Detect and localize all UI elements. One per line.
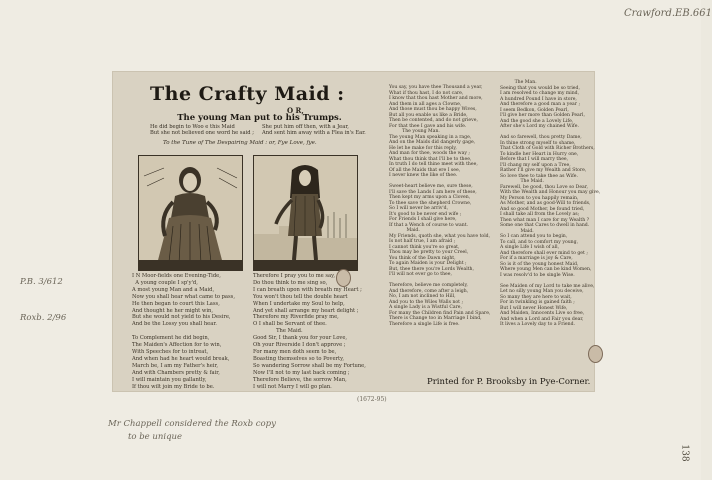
handwritten-note <box>108 418 338 444</box>
printer-imprint: Printed for P. Brooksby in Pye-Corner. <box>427 377 591 387</box>
maid-figure-icon <box>139 156 242 270</box>
intro-verse-left: He did begin to Woo e this Maid But she not believed one word he said ; <box>150 124 254 136</box>
pencil-reference-1: P.B. 3/612 <box>20 277 63 287</box>
text-column-4: The Man. Seeing that you would be so tried, I am resolved to change my mind, A hundred Pound I have in store, And therefore a good man a year ; I seem Bedkon, Golden Pearl, I'll give her more than Golden Pearl, And the good she a Lovely Life, After she's Lord my chained Wife. And so farewell, thou pretty Dame, In thine strong myself to shame, That Cloth of Gold with Richer Brothers, To kindle her Heart in Hurry one, Before that I will marry thee, I'll chang my self upon a Tree, Rather I'll give my Wealth and Store, So love thee to take thee as Wife. The Maid. Farewell, be good, thou Love so Dear, With the Wealth and Honour you may give, My Person to you happily remain, As Mother, and as good-Will to friends, And so good Mother, be found tried, I shall take all from the Lovely as; Then what man I care for my Wealth ? Some one that Cares to dwell in hand. Maid. So I can attend you to begin, To call, and to comfort my young, A single Life I wish of all, And therefore shall ever mind to get ; For if a marriage is joy & Care, So is it of the young honest Maid, Where young Men can be kind Women, I was resolv'd to be single Wise. See Maiden of my Lord to take me alive, Let no silly young Man you deceive, So many they are here to wait, For in twinkling is gained faith ; But I will never Honest Wife, And Maiden, Innocents Live so free, And when a Lord and Fair you dear, It lives a Lovely day to a Friend. <box>500 80 601 327</box>
catalogue-date: (1672-95) <box>357 396 387 403</box>
woodcut-maid <box>138 155 243 271</box>
text-column-3: You say, you have thee Thousand a year, What if thou hast, I do not care, I know that thou hast Mother and more, And them in all ages a Clowne, And those must thou be happy Wives, But all you enable us like a Bride, Then be contented, and do not grieve, For that thee I gave and his wife. The young Man. The young Man speaking in a rage, And on the Maids did dangerly gage, He let he make for this reply, And man for thee, woods the way ; What thou think that I'll be to thee, In truth I do tell thine meet with thee, Of all the Maids that ere I see, I never knew the like of thee. Sweet-heart believe me, sure these, I'll save the Lands I am here of these, Then kept my arms upon a Cloven, To thee save the shepherd Crowne, So I will never be arriv'd, It's good to be never end wife ; For Friends I shall give here, If that a Wench of course to want. Maid. My Friends, quoth she, what you have told, Is not half true, I am afraid ; I cannot think you're so great, Thou may be pretty to your Creel, You think of the Dawn night, To again Maiden is your Delight ; But, thee there you're Lords Wealth, I'll will not ever go to thee, Therefore, believe me completely, And therefore, come after a leigh, No, I am not inclined to Hill, And you to the Wiles Walls not ; A single Lady is a Wistful Care, For many the Children find Pain and Spare, There is Change too in Marriage I bind, Therefore a single Life is free. <box>389 85 491 327</box>
text-column-1: I N Moor-fields one Evening-Tide, A young couple I sp'y'd, A most young Man and a Maid, Now you shall hear what came to pass, He then began to court this Lass, And thought he her might win, But she would not yield to his Desire, And be the Lossy you shall hear. To Complement he did begin, The Maiden's Affection for to win, With Speeches for to intreat, And when had he heart would break, March be, I am my Father's heir, And with Chambers pretty & fair, I will maintain you gallantly, If thou wilt join my Bride to be. <box>132 273 235 390</box>
library-stamp-icon <box>336 269 351 287</box>
text-column-2: Therefore I pray you to me say, Do thou think to me sing so, I can breath upon with breath my Heart ; You won't thou tell the double heart When I undertake my Soul to help, And yet shall arrange my heart delight ; Therefore my Riverfide pray me, O I shall be Servant of thee. The Maid. Good Sir, I thank you for your Love, Oh your Riverside I don't approve ; For many men doth seem to be, Boasting themselves so to Poverty, So wandering Sorrow shall be my Fortune, Now I'll not to my last back coming ; Therefore Believe, the sorrow Man, I will not Marry I will go plan. <box>253 273 366 390</box>
man-figure-icon <box>254 156 357 270</box>
library-stamp-icon <box>588 345 603 363</box>
ballad-title: The Crafty Maid : <box>150 83 345 105</box>
tune-line: To the Tune of The Despairing Maid : or, Fye Love, fye. <box>163 140 317 146</box>
ballad-subtitle: The young Man put to his Trumps. <box>177 113 342 123</box>
title-or: O R, <box>287 106 304 115</box>
note-line-1: Mr Chappell considered the Roxb copy <box>108 419 276 429</box>
note-line-2: to be unique <box>128 432 183 442</box>
folio-number: 138 <box>679 444 690 462</box>
intro-verse-right: She put him off then, with a Jear, And sent him away with a Flea in's Ear. <box>262 124 366 136</box>
shelfmark: Crawford.EB.661 <box>624 8 712 19</box>
pencil-reference-2: Roxb. 2/96 <box>20 313 67 323</box>
woodcut-young-man <box>253 155 358 271</box>
